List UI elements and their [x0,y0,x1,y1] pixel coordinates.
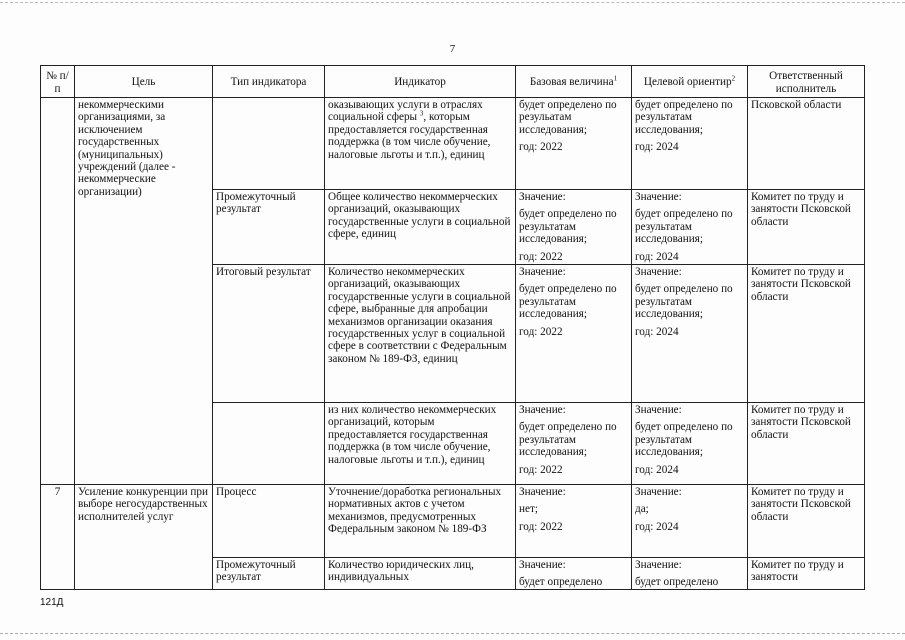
indicator-cell: оказывающих услуги в отраслях социальной сферы $^3$, которым предоставляется государственная поддержка (в том числе обучение, налоговые льготы и т.п.), единиц [325,98,516,190]
table-row [41,485,865,558]
header-base: Базовая величина$^1$ [516,66,632,98]
type-cell [213,98,325,190]
type-cell: Промежуточный результат [213,190,325,265]
indicators-table [40,65,865,590]
base-cell: Значение: будет определено по результатам исследования; год: 2022 [516,190,632,265]
indicator-cell: Количество юридических лиц, индивидуальных [325,558,516,590]
target-cell: Значение: будет определено по результатам исследования; год: 2024 [632,190,748,265]
type-cell [213,403,325,485]
base-cell: Значение: будет определено по результатам исследования; год: 2022 [516,403,632,485]
target-cell: будет определено по результатам исследования; год: 2024 [632,98,748,190]
target-cell: Значение: да; год: 2024 [632,485,748,558]
header-indicator: Индикатор [325,66,516,98]
resp-cell: Комитет по труду и занятости [748,558,865,590]
indicator-cell: Уточнение/доработка региональных нормативных актов с учетом механизмов, предусмотренных Федеральным законом № 189-ФЗ [325,485,516,558]
resp-cell: Комитет по труду и занятости Псковской области [748,485,865,558]
page-number: 7 [449,43,456,55]
table-row [41,98,865,190]
indicator-cell: Общее количество некоммерческих организаций, оказывающих государственные услуги в социальной сфере, единиц [325,190,516,265]
header-resp: Ответственный исполнитель [748,66,865,98]
resp-cell: Комитет по труду и занятости Псковской области [748,403,865,485]
resp-cell: Комитет по труду и занятости Псковской области [748,190,865,265]
type-cell: Промежуточный результат [213,558,325,590]
footer-code: 121Д [40,597,64,608]
base-cell: Значение: будет определено [516,558,632,590]
row-num-cont [41,98,75,485]
header-num: № п/п [41,66,75,98]
base-cell: Значение: будет определено по результатам исследования; год: 2022 [516,265,632,403]
indicator-cell: Количество некоммерческих организаций, оказывающих государственные услуги в социальной сфере, выбранные для апробации механизмов организации оказания государственных услуг в социальной сфере в соответствии с Федеральным законом № 189-ФЗ, единиц [325,265,516,403]
header-target: Целевой ориентир$^2$ [632,66,748,98]
top-scan-edge [0,2,905,3]
resp-cell: Комитет по труду и занятости Псковской области [748,265,865,403]
target-cell: Значение: будет определено по результатам исследования; год: 2024 [632,403,748,485]
resp-cell: Псковской области [748,98,865,190]
indicator-cell: из них количество некоммерческих организаций, которым предоставляется государственная поддержка (в том числе обучение, налоговые льготы и т.п.), единиц [325,403,516,485]
goal-cell: Усиление конкуренции при выборе негосударственных исполнителей услуг [75,485,213,590]
row-num: 7 [41,485,75,590]
type-cell: Процесс [213,485,325,558]
header-type: Тип индикатора [213,66,325,98]
target-cell: Значение: будет определено [632,558,748,590]
bottom-scan-edge [0,633,905,634]
type-cell: Итоговый результат [213,265,325,403]
target-cell: Значение: будет определено по результатам исследования; год: 2024 [632,265,748,403]
table-header-row [41,66,865,98]
base-cell: Значение: нет; год: 2022 [516,485,632,558]
goal-cell-cont: некоммерческими организациями, за исключением государственных (муниципальных) учреждений (далее - некоммерческие организации) [75,98,213,485]
header-goal: Цель [75,66,213,98]
base-cell: будет определено по резульатам исследования; год: 2022 [516,98,632,190]
